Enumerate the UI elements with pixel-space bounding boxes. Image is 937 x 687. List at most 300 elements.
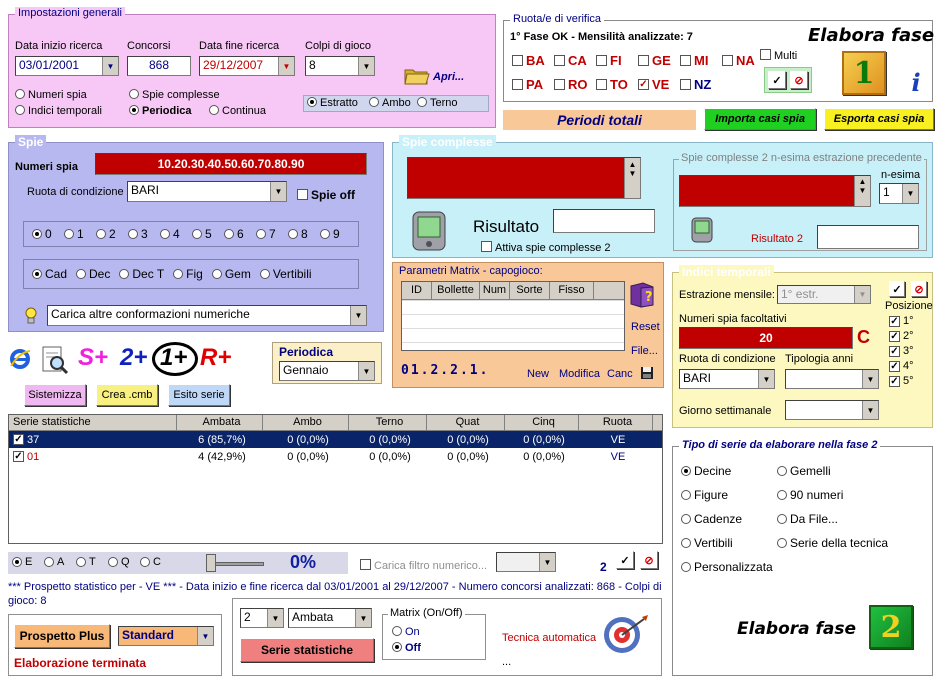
ruota-label: FI: [610, 53, 622, 68]
matrix-off-radio[interactable]: [392, 642, 421, 654]
ruota-condizione-select[interactable]: [127, 181, 287, 202]
category-label: Fig: [186, 267, 203, 281]
matrix-table[interactable]: [401, 281, 625, 351]
tipo-radio-gemelli[interactable]: [777, 465, 888, 477]
elabora-fase-2-button[interactable]: 2: [869, 605, 913, 649]
radio-icon: [140, 557, 150, 567]
tecnica-dots: ...: [502, 656, 512, 668]
tipologia-anni-label: Tipologia anni: [785, 353, 854, 365]
periodica-month-select[interactable]: [279, 361, 375, 381]
data-inizio-label: Data inizio ricerca: [15, 40, 103, 52]
carica-conformazioni-select[interactable]: [47, 305, 367, 326]
category-label: Cad: [45, 267, 68, 281]
attiva-spie-complesse-checkbox[interactable]: [481, 241, 611, 254]
digit-radio-4[interactable]: [160, 227, 186, 241]
serie-sorte-value: Ambata: [292, 610, 334, 624]
matrix-code: 01.2.2.1.: [401, 363, 490, 378]
estrazione-mensile-label: Estrazione mensile:: [679, 289, 775, 301]
digit-label: 1: [77, 227, 84, 241]
periodica-month-value: Gennaio: [283, 363, 329, 377]
category-radio-dec-t[interactable]: [119, 267, 164, 281]
serie-cell: 4 (42,9%): [198, 450, 246, 463]
scrollbar[interactable]: ▲ ▼: [624, 158, 640, 198]
risultato-field[interactable]: [553, 209, 655, 233]
chevron-down-icon[interactable]: ▼: [350, 306, 366, 325]
radio-ambo[interactable]: [369, 97, 411, 109]
chevron-down-icon[interactable]: ▼: [539, 553, 555, 571]
checkbox-icon[interactable]: ✓: [14, 451, 23, 462]
chevron-down-icon[interactable]: ▼: [358, 362, 374, 380]
checkbox-icon: [680, 55, 691, 66]
radio-icon: [160, 229, 170, 239]
giorno-settimanale-select[interactable]: [785, 400, 879, 420]
spie-complesse-panel: [392, 135, 933, 258]
digit-radio-9[interactable]: [320, 227, 346, 241]
serie-column-header[interactable]: Serie statistiche: [9, 415, 177, 430]
table-row[interactable]: [9, 448, 662, 465]
checkbox-icon: [596, 55, 607, 66]
radio-label: Ambo: [382, 97, 411, 109]
ruote-row-1: [512, 53, 758, 68]
giorno-settimanale-label: Giorno settimanale: [679, 405, 772, 417]
sorte-radio-a[interactable]: [44, 556, 70, 568]
posizione-check-button[interactable]: ✓: [889, 281, 905, 297]
table-row[interactable]: [9, 431, 662, 448]
posizione-label: Posizione: [885, 300, 933, 312]
matrix-canc-link[interactable]: Canc: [607, 368, 633, 380]
risultato-2-label: Risultato 2: [751, 233, 803, 245]
radio-icon: [129, 105, 139, 115]
serie-statistiche-table[interactable]: [8, 414, 663, 544]
elabora-fase-1-button[interactable]: 1: [842, 51, 886, 95]
logo-two-plus: 2+: [120, 344, 148, 371]
radio-icon: [32, 229, 42, 239]
radio-icon: [392, 626, 402, 636]
radio-icon: [307, 97, 317, 107]
radio-icon: [64, 229, 74, 239]
ruota-label: MI: [694, 53, 709, 68]
serie-column-header[interactable]: Ruota: [579, 415, 653, 430]
ruota-checkbox-ca[interactable]: [554, 53, 590, 68]
radio-icon: [777, 538, 787, 548]
serie-column-header[interactable]: Cinq: [505, 415, 579, 430]
save-disk-icon[interactable]: [639, 365, 655, 381]
radio-icon: [108, 557, 118, 567]
importa-casi-spia-button[interactable]: Importa casi spia: [704, 108, 816, 130]
tipo-label: Vertibili: [694, 536, 733, 550]
ruota-checkbox-fi[interactable]: [596, 53, 632, 68]
tipologia-anni-select[interactable]: [785, 369, 879, 389]
tipo-radio-personalizzata[interactable]: [681, 561, 773, 573]
sorte-radio-e[interactable]: [12, 556, 38, 568]
posizione-label: 2°: [903, 330, 914, 342]
radio-icon: [129, 89, 139, 99]
radio-icon: [209, 105, 219, 115]
risultato-label: Risultato: [473, 217, 540, 236]
checkbox-icon: [297, 189, 308, 200]
radio-icon: [777, 466, 787, 476]
ruota-checkbox-ve[interactable]: [638, 77, 674, 92]
checkbox-icon: ✓: [890, 360, 899, 372]
n-esima-label: n-esima: [881, 169, 921, 181]
progress-percent: 0%: [290, 552, 317, 572]
ruota-checkbox-nz[interactable]: [680, 77, 716, 92]
chevron-down-icon[interactable]: ▼: [267, 609, 283, 627]
ruota-label: VE: [652, 77, 670, 92]
radio-icon: [15, 105, 25, 115]
checkbox-icon: ✓: [890, 375, 899, 387]
digits-radio-group: [23, 221, 359, 247]
tipo-serie-panel: [672, 439, 933, 676]
posizione-label: 4°: [903, 360, 914, 372]
lightbulb-icon: [23, 307, 39, 325]
apri-link[interactable]: Apri...: [433, 71, 465, 83]
chevron-down-icon[interactable]: ▼: [102, 57, 118, 75]
category-label: Vertibili: [272, 267, 312, 281]
posizione-checkbox-5[interactable]: [889, 375, 914, 387]
radio-label: Terno: [430, 97, 458, 109]
tipo-radio-da-file-[interactable]: [777, 513, 888, 525]
data-inizio-value: 03/01/2001: [19, 58, 80, 72]
posizione-checkbox-1[interactable]: [889, 315, 914, 327]
radio-label: Estratto: [320, 97, 358, 109]
chevron-down-icon[interactable]: ▼: [854, 286, 870, 303]
chevron-down-icon[interactable]: ▼: [862, 370, 878, 388]
digit-radio-5[interactable]: [192, 227, 218, 241]
serie-num-value: 2: [244, 610, 251, 624]
sorte-label: E: [25, 556, 33, 568]
radio-estratto[interactable]: [307, 97, 358, 109]
radio-indici-temporali[interactable]: [15, 105, 102, 117]
chevron-down-icon[interactable]: ▼: [862, 401, 878, 419]
checkbox-icon: ✓: [890, 345, 899, 357]
filter-clear-button[interactable]: ⊘: [640, 551, 658, 569]
checkbox-icon: [512, 55, 523, 66]
serie-column-header[interactable]: Terno: [349, 415, 427, 430]
posizione-checkbox-4[interactable]: [889, 360, 914, 372]
checkbox-icon[interactable]: ✓: [14, 434, 23, 445]
serie-column-header[interactable]: Ambo: [263, 415, 349, 430]
carica-filtro-label: Carica filtro numerico...: [374, 560, 488, 572]
radio-icon: [681, 466, 691, 476]
chevron-down-icon[interactable]: ▼: [355, 609, 371, 627]
attiva-label: Attiva spie complesse 2: [495, 242, 611, 254]
pda-device-icon: [409, 209, 449, 253]
ruota-checkbox-na[interactable]: [722, 53, 758, 68]
estrazione-mensile-select[interactable]: [777, 285, 871, 304]
digit-label: 0: [45, 227, 52, 241]
sorte-label: A: [57, 556, 65, 568]
radio-label: Periodica: [142, 105, 192, 117]
concorsi-label: Concorsi: [127, 40, 171, 52]
n-esima-select[interactable]: [879, 183, 919, 204]
serie-cell: 0 (0,0%): [287, 450, 329, 463]
periodica-title: Periodica: [279, 345, 334, 359]
category-radio-fig[interactable]: [173, 267, 203, 281]
ruota-checkbox-pa[interactable]: [512, 77, 548, 92]
radio-spie-complesse[interactable]: [129, 89, 220, 101]
posizione-label: 3°: [903, 345, 914, 357]
ruota-label: CA: [568, 53, 587, 68]
impostazioni-legend: Impostazioni generali: [15, 7, 125, 19]
posizione-checkbox-2[interactable]: [889, 330, 914, 342]
serie-cell: 0 (0,0%): [369, 450, 411, 463]
clear-cancel-button[interactable]: ⊘: [790, 71, 808, 89]
info-icon[interactable]: i: [911, 67, 921, 97]
serie-column-header[interactable]: Quat: [427, 415, 505, 430]
logo-s-plus: S+: [78, 344, 109, 371]
digit-radio-7[interactable]: [256, 227, 282, 241]
ruote-row-2: [512, 77, 716, 92]
multi-label: Multi: [774, 50, 798, 62]
serie-cell: 0 (0,0%): [287, 433, 329, 446]
document-search-icon[interactable]: [38, 344, 70, 376]
standard-value: Standard: [122, 628, 175, 642]
colpi-field[interactable]: [305, 56, 375, 76]
digit-label: 3: [141, 227, 148, 241]
radio-numeri-spia[interactable]: [15, 89, 87, 101]
category-radio-cad[interactable]: [32, 267, 67, 281]
confirm-check-button[interactable]: ✓: [768, 71, 786, 89]
digit-radio-6[interactable]: [224, 227, 250, 241]
digit-radio-3[interactable]: [128, 227, 154, 241]
ruota-label: NZ: [694, 77, 712, 92]
elabora-fase-2-title: Elabora fase: [737, 619, 857, 639]
categories-radio-group: [23, 259, 359, 289]
ruota-checkbox-ba[interactable]: [512, 53, 548, 68]
radio-icon: [320, 229, 330, 239]
radio-icon: [173, 269, 183, 279]
digit-radio-2[interactable]: [96, 227, 122, 241]
checkbox-icon: [554, 55, 565, 66]
serie-num-select[interactable]: [240, 608, 284, 628]
internet-explorer-icon[interactable]: [8, 346, 32, 372]
digit-label: 5: [205, 227, 212, 241]
numeri-spia-field[interactable]: 10.20.30.40.50.60.70.80.90: [95, 153, 367, 175]
chevron-down-icon[interactable]: ▼: [278, 57, 294, 75]
checkbox-icon: [554, 79, 565, 90]
folder-open-icon[interactable]: [403, 65, 431, 87]
tipo-radio-serie-della-tecnica[interactable]: [777, 537, 888, 549]
svg-text:?: ?: [645, 290, 653, 305]
logo-r-plus: R+: [200, 344, 232, 371]
category-label: Dec: [89, 267, 111, 281]
checkbox-icon: [360, 559, 371, 570]
serie-id-cell: [9, 451, 177, 463]
crea-cmb-button[interactable]: Crea .cmb: [96, 384, 158, 406]
indici-temporali-legend: Indici temporali: [679, 265, 774, 279]
tipo-label: Decine: [694, 464, 732, 478]
ruota-condizione-select-2[interactable]: [679, 369, 775, 389]
matrix-panel: [392, 262, 664, 388]
matrix-file-link[interactable]: File...: [631, 345, 658, 357]
posizione-label: 1°: [903, 315, 914, 327]
serie-cell: VE: [610, 450, 626, 463]
digit-radio-0[interactable]: [32, 227, 58, 241]
risultato-2-field[interactable]: [817, 225, 919, 249]
sorte-radio-q[interactable]: [108, 556, 134, 568]
matrix-modifica-link[interactable]: Modifica: [559, 368, 600, 380]
ruota-condizione-value-2: BARI: [683, 371, 712, 385]
serie-column-header[interactable]: Ambata: [177, 415, 263, 430]
ruota-checkbox-mi[interactable]: [680, 53, 716, 68]
radio-icon: [777, 490, 787, 500]
matrix-onoff-legend: Matrix (On/Off): [390, 607, 463, 619]
matrix-new-link[interactable]: New: [527, 368, 550, 380]
elaborazione-status: Elaborazione terminata: [14, 656, 147, 670]
ruota-checkbox-ge[interactable]: [638, 53, 674, 68]
sorte-radio-group-bottom: [12, 556, 166, 568]
scrollbar[interactable]: ▲ ▼: [854, 176, 870, 206]
esito-serie-button[interactable]: Esito serie: [168, 384, 230, 406]
matrix-column-header[interactable]: Bollette: [432, 282, 480, 299]
multi-checkbox[interactable]: [760, 49, 797, 62]
radio-icon: [256, 229, 266, 239]
ruota-condizione-label: Ruota di condizione: [27, 186, 124, 198]
chevron-down-icon[interactable]: ▼: [358, 57, 374, 75]
ruota-label: BA: [526, 53, 545, 68]
serie-table-header: [9, 415, 662, 431]
category-label: Gem: [224, 267, 251, 281]
posizione-clear-button[interactable]: ⊘: [911, 281, 927, 297]
matrix-reset-link[interactable]: Reset: [631, 321, 660, 333]
sorte-label: C: [153, 556, 161, 568]
matrix-column-header[interactable]: Num: [480, 282, 510, 299]
radio-icon: [119, 269, 129, 279]
chevron-down-icon[interactable]: ▼: [902, 184, 918, 203]
matrix-column-header[interactable]: Fisso: [550, 282, 594, 299]
digit-label: 4: [173, 227, 180, 241]
tipo-radio-vertibili[interactable]: [681, 537, 773, 549]
chevron-down-icon[interactable]: ▼: [758, 370, 774, 388]
radio-label: Indici temporali: [28, 105, 102, 117]
radio-icon: [777, 514, 787, 524]
radio-continua[interactable]: [209, 105, 266, 117]
ruota-label: GE: [652, 53, 671, 68]
tipo-label: Figure: [694, 488, 729, 502]
filter-check-button[interactable]: ✓: [616, 551, 634, 569]
ruota-label: NA: [736, 53, 755, 68]
serie-id: 01: [27, 450, 40, 463]
serie-cell: 6 (85,7%): [198, 433, 246, 446]
radio-label: Continua: [222, 105, 267, 117]
elabora-fase-1-title: Elabora fase: [808, 25, 935, 46]
esporta-casi-spia-button[interactable]: Esporta casi spia: [824, 108, 934, 130]
data-inizio-field[interactable]: [15, 56, 119, 76]
serie-cell: 0 (0,0%): [369, 433, 411, 446]
data-fine-label: Data fine ricerca: [199, 40, 280, 52]
facoltativi-label: Numeri spia facoltativi: [679, 313, 787, 325]
slider-thumb[interactable]: [206, 554, 216, 572]
radio-terno[interactable]: [417, 97, 458, 109]
ruota-label: RO: [568, 77, 588, 92]
estrazione-value: 1° estr.: [781, 287, 819, 301]
tipo-radio-figure[interactable]: [681, 489, 773, 501]
digit-label: 2: [109, 227, 116, 241]
tipo-radio-cadenze[interactable]: [681, 513, 773, 525]
matrix-column-header[interactable]: ID: [402, 282, 432, 299]
tipo-radio-decine[interactable]: [681, 465, 773, 477]
data-fine-field[interactable]: [199, 56, 295, 76]
category-radio-gem[interactable]: [212, 267, 251, 281]
posizione-checkbox-group: [889, 315, 914, 387]
radio-icon: [212, 269, 222, 279]
checkbox-icon: [481, 241, 492, 252]
matrix-column-header[interactable]: Sorte: [510, 282, 550, 299]
ruota-checkbox-ro[interactable]: [554, 77, 590, 92]
radio-icon: [260, 269, 270, 279]
impostazioni-panel: [8, 7, 496, 128]
help-book-icon[interactable]: [627, 281, 657, 309]
colpi-value: 8: [309, 58, 316, 72]
chevron-down-icon[interactable]: ▼: [270, 182, 286, 201]
periodica-box: [272, 342, 382, 384]
radio-icon: [417, 97, 427, 107]
sistemizza-button[interactable]: Sistemizza: [24, 384, 86, 406]
radio-icon: [76, 269, 86, 279]
checkbox-icon: [512, 79, 523, 90]
sorte-radio-c[interactable]: [140, 556, 166, 568]
sorte-label: T: [89, 556, 96, 568]
digit-label: 9: [333, 227, 340, 241]
radio-periodica[interactable]: [129, 105, 192, 117]
chevron-down-icon[interactable]: ▼: [197, 627, 213, 645]
category-radio-vertibili[interactable]: [260, 267, 312, 281]
spie-off-label: Spie off: [311, 188, 355, 202]
spie-complesse-field[interactable]: [407, 157, 641, 199]
filter-count: 2: [600, 560, 607, 574]
sorte-radio-t[interactable]: [76, 556, 102, 568]
radio-icon: [681, 538, 691, 548]
filtro-select[interactable]: [496, 552, 556, 572]
ruota-checkbox-to[interactable]: [596, 77, 632, 92]
digit-radio-1[interactable]: [64, 227, 90, 241]
radio-icon: [12, 557, 22, 567]
concorsi-field[interactable]: 868: [127, 56, 191, 76]
digit-radio-8[interactable]: [288, 227, 314, 241]
radio-icon: [192, 229, 202, 239]
posizione-label: 5°: [903, 375, 914, 387]
spie-complesse-2-field[interactable]: [679, 175, 871, 207]
checkbox-icon: [638, 55, 649, 66]
ruota-condizione-label-2: Ruota di condizione: [679, 353, 776, 365]
radio-icon: [392, 642, 402, 652]
spie-off-checkbox[interactable]: [297, 188, 355, 202]
serie-sorte-select[interactable]: [288, 608, 372, 628]
radio-icon: [369, 97, 379, 107]
target-dart-icon[interactable]: [596, 612, 652, 656]
radio-icon: [76, 557, 86, 567]
serie-statistiche-button[interactable]: Serie statistiche: [240, 638, 374, 662]
prospetto-plus-button[interactable]: Prospetto Plus: [14, 624, 110, 648]
serie-cell: VE: [610, 433, 626, 446]
tipo-radio-90-numeri[interactable]: [777, 489, 888, 501]
checkbox-icon: [596, 79, 607, 90]
category-radio-dec[interactable]: [76, 267, 110, 281]
category-label: Dec T: [132, 267, 165, 281]
posizione-checkbox-3[interactable]: [889, 345, 914, 357]
matrix-on-radio[interactable]: [392, 626, 420, 638]
radio-icon: [96, 229, 106, 239]
spie-panel: [8, 135, 384, 332]
digit-label: 7: [269, 227, 276, 241]
carica-filtro-checkbox[interactable]: [360, 559, 487, 572]
facoltativi-field[interactable]: 20: [679, 327, 853, 349]
radio-icon: [44, 557, 54, 567]
digit-label: 6: [237, 227, 244, 241]
standard-select[interactable]: [118, 626, 214, 646]
checkbox-icon: ✓: [890, 330, 899, 342]
